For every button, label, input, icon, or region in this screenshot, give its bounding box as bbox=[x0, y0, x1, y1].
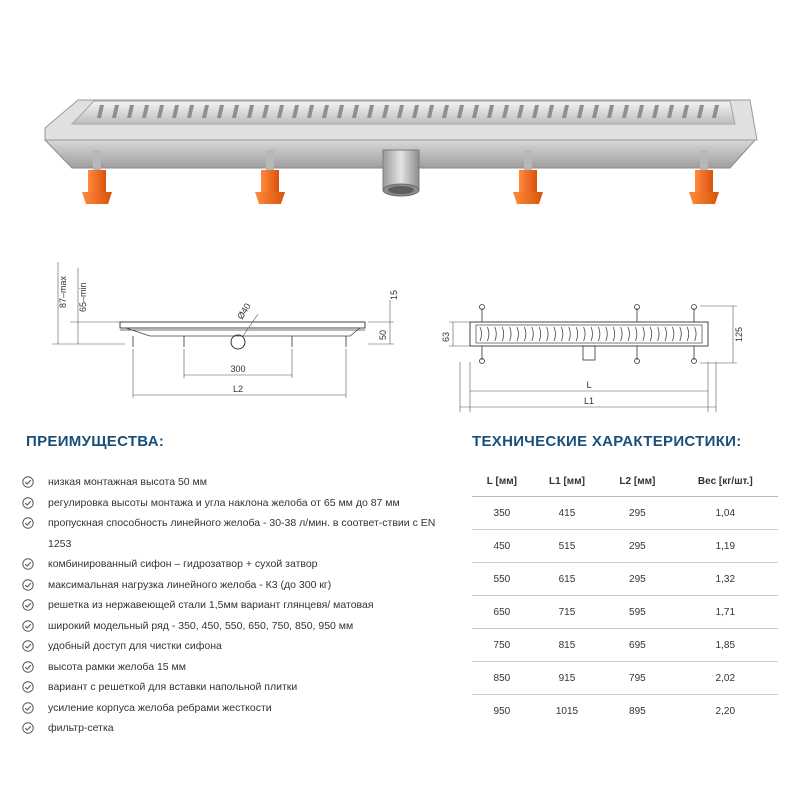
dim-length-l2: L2 bbox=[232, 384, 244, 394]
advantage-item bbox=[22, 636, 462, 657]
table-cell: 650 bbox=[472, 596, 532, 629]
table-cell: 295 bbox=[602, 563, 672, 596]
table-cell: 1,85 bbox=[673, 629, 778, 662]
advantage-text: пропускная способность линейного желоба - 30-38 л/мин. в соответ-ствии с EN 1253 bbox=[48, 517, 436, 550]
advantage-item bbox=[22, 718, 462, 739]
outlet-pipe bbox=[383, 150, 419, 196]
check-circle-icon bbox=[22, 558, 34, 570]
table-row bbox=[472, 596, 778, 629]
advantage-item bbox=[22, 595, 462, 616]
advantage-text: высота рамки желоба 15 мм bbox=[48, 660, 186, 673]
steel-grate bbox=[72, 101, 735, 124]
table-row bbox=[472, 629, 778, 662]
dim-outer-width: 125 bbox=[734, 326, 744, 342]
table-row bbox=[472, 530, 778, 563]
top-view-drawing bbox=[441, 305, 744, 413]
table-header-cell: L2 [мм] bbox=[602, 466, 672, 497]
dim-outlet-diameter: Ø40 bbox=[235, 301, 253, 322]
advantage-item bbox=[22, 493, 462, 514]
table-cell: 1,32 bbox=[673, 563, 778, 596]
advantage-text: низкая монтажная высота 50 мм bbox=[48, 476, 207, 488]
table-cell: 715 bbox=[532, 596, 602, 629]
table-row bbox=[472, 563, 778, 596]
advantage-text: регулировка высоты монтажа и угла наклона желоба от 65 мм до 87 мм bbox=[48, 496, 400, 509]
table-cell: 695 bbox=[602, 629, 672, 662]
product-illustration bbox=[0, 0, 800, 240]
table-cell: 350 bbox=[472, 497, 532, 530]
advantages-title: ПРЕИМУЩЕСТВА: bbox=[26, 433, 165, 450]
check-circle-icon bbox=[22, 476, 34, 488]
advantage-item bbox=[22, 698, 462, 719]
table-cell: 895 bbox=[629, 705, 646, 717]
dim-inner-width: 63 bbox=[441, 331, 451, 342]
check-circle-icon bbox=[22, 640, 34, 652]
check-circle-icon bbox=[22, 579, 34, 591]
advantage-text: усиление корпуса желоба ребрами жесткости bbox=[48, 701, 272, 714]
advantage-text: максимальная нагрузка линейного желоба - К3 (до 300 кг) bbox=[48, 578, 332, 591]
table-row bbox=[472, 662, 778, 695]
table-row bbox=[472, 497, 778, 530]
table-cell: 295 bbox=[602, 497, 672, 530]
advantage-item bbox=[22, 554, 462, 575]
specs-table bbox=[472, 466, 778, 727]
specs-title: ТЕХНИЧЕСКИЕ ХАРАКТЕРИСТИКИ: bbox=[472, 433, 742, 450]
table-cell: 415 bbox=[532, 497, 602, 530]
dim-leg-distance: 300 bbox=[230, 364, 246, 374]
table-cell: 1,04 bbox=[673, 497, 778, 530]
check-circle-icon bbox=[22, 661, 34, 673]
check-circle-icon bbox=[22, 517, 34, 529]
table-header-cell: L [мм] bbox=[472, 466, 532, 497]
table-cell: 615 bbox=[532, 563, 602, 596]
technical-drawings bbox=[0, 240, 800, 420]
table-cell: 950 bbox=[493, 705, 511, 717]
advantage-text: комбинированный сифон – гидрозатвор + сухой затвор bbox=[48, 558, 318, 570]
advantage-text: вариант с решеткой для вставки напольной плитки bbox=[48, 681, 298, 693]
table-cell: 550 bbox=[472, 563, 532, 596]
table-cell: 295 bbox=[602, 530, 672, 563]
side-view-drawing bbox=[52, 262, 399, 398]
table-cell: 1,71 bbox=[673, 596, 778, 629]
advantages-list bbox=[22, 472, 462, 739]
dim-height-min: 65–min bbox=[78, 282, 88, 312]
table-cell: 815 bbox=[532, 629, 602, 662]
check-circle-icon bbox=[22, 702, 34, 714]
advantage-item bbox=[22, 472, 462, 493]
table-cell: 1,19 bbox=[673, 530, 778, 563]
advantage-text: решетка из нержавеющей стали 1,5мм вариант глянцевя/ матовая bbox=[48, 599, 374, 611]
dim-frame-height: 15 bbox=[389, 289, 399, 300]
advantage-item bbox=[22, 513, 448, 554]
table-cell: 2,02 bbox=[673, 662, 778, 695]
advantage-item bbox=[22, 616, 462, 637]
table-header-cell: L1 [мм] bbox=[532, 466, 602, 497]
table-header-row bbox=[472, 466, 778, 497]
check-circle-icon bbox=[22, 620, 34, 632]
table-cell: 450 bbox=[472, 530, 532, 563]
advantage-item bbox=[22, 677, 462, 698]
advantage-text: фильтр-сетка bbox=[48, 722, 114, 734]
advantage-text: удобный доступ для чистки сифона bbox=[48, 640, 222, 652]
table-cell: 915 bbox=[532, 662, 602, 695]
dim-channel-height: 50 bbox=[378, 329, 388, 340]
table-cell: 1015 bbox=[555, 705, 579, 717]
check-circle-icon bbox=[22, 722, 34, 734]
advantage-item bbox=[22, 575, 462, 596]
table-cell: 595 bbox=[602, 596, 672, 629]
table-cell: 795 bbox=[602, 662, 672, 695]
table-row bbox=[472, 695, 778, 728]
table-cell: 2,20 bbox=[715, 705, 736, 717]
dim-length-l1: L1 bbox=[583, 396, 595, 406]
table-cell: 750 bbox=[472, 629, 532, 662]
dim-height-max: 87–max bbox=[58, 275, 68, 308]
advantage-item bbox=[22, 657, 462, 678]
check-circle-icon bbox=[22, 599, 34, 611]
check-circle-icon bbox=[22, 681, 34, 693]
dim-length-l: L bbox=[586, 380, 592, 390]
table-cell: 515 bbox=[532, 530, 602, 563]
advantage-text: широкий модельный ряд - 350, 450, 550, 650, 750, 850, 950 мм bbox=[48, 619, 354, 632]
table-header-cell: Вес [кг/шт.] bbox=[673, 466, 778, 497]
table-cell: 850 bbox=[472, 662, 532, 695]
check-circle-icon bbox=[22, 497, 34, 509]
